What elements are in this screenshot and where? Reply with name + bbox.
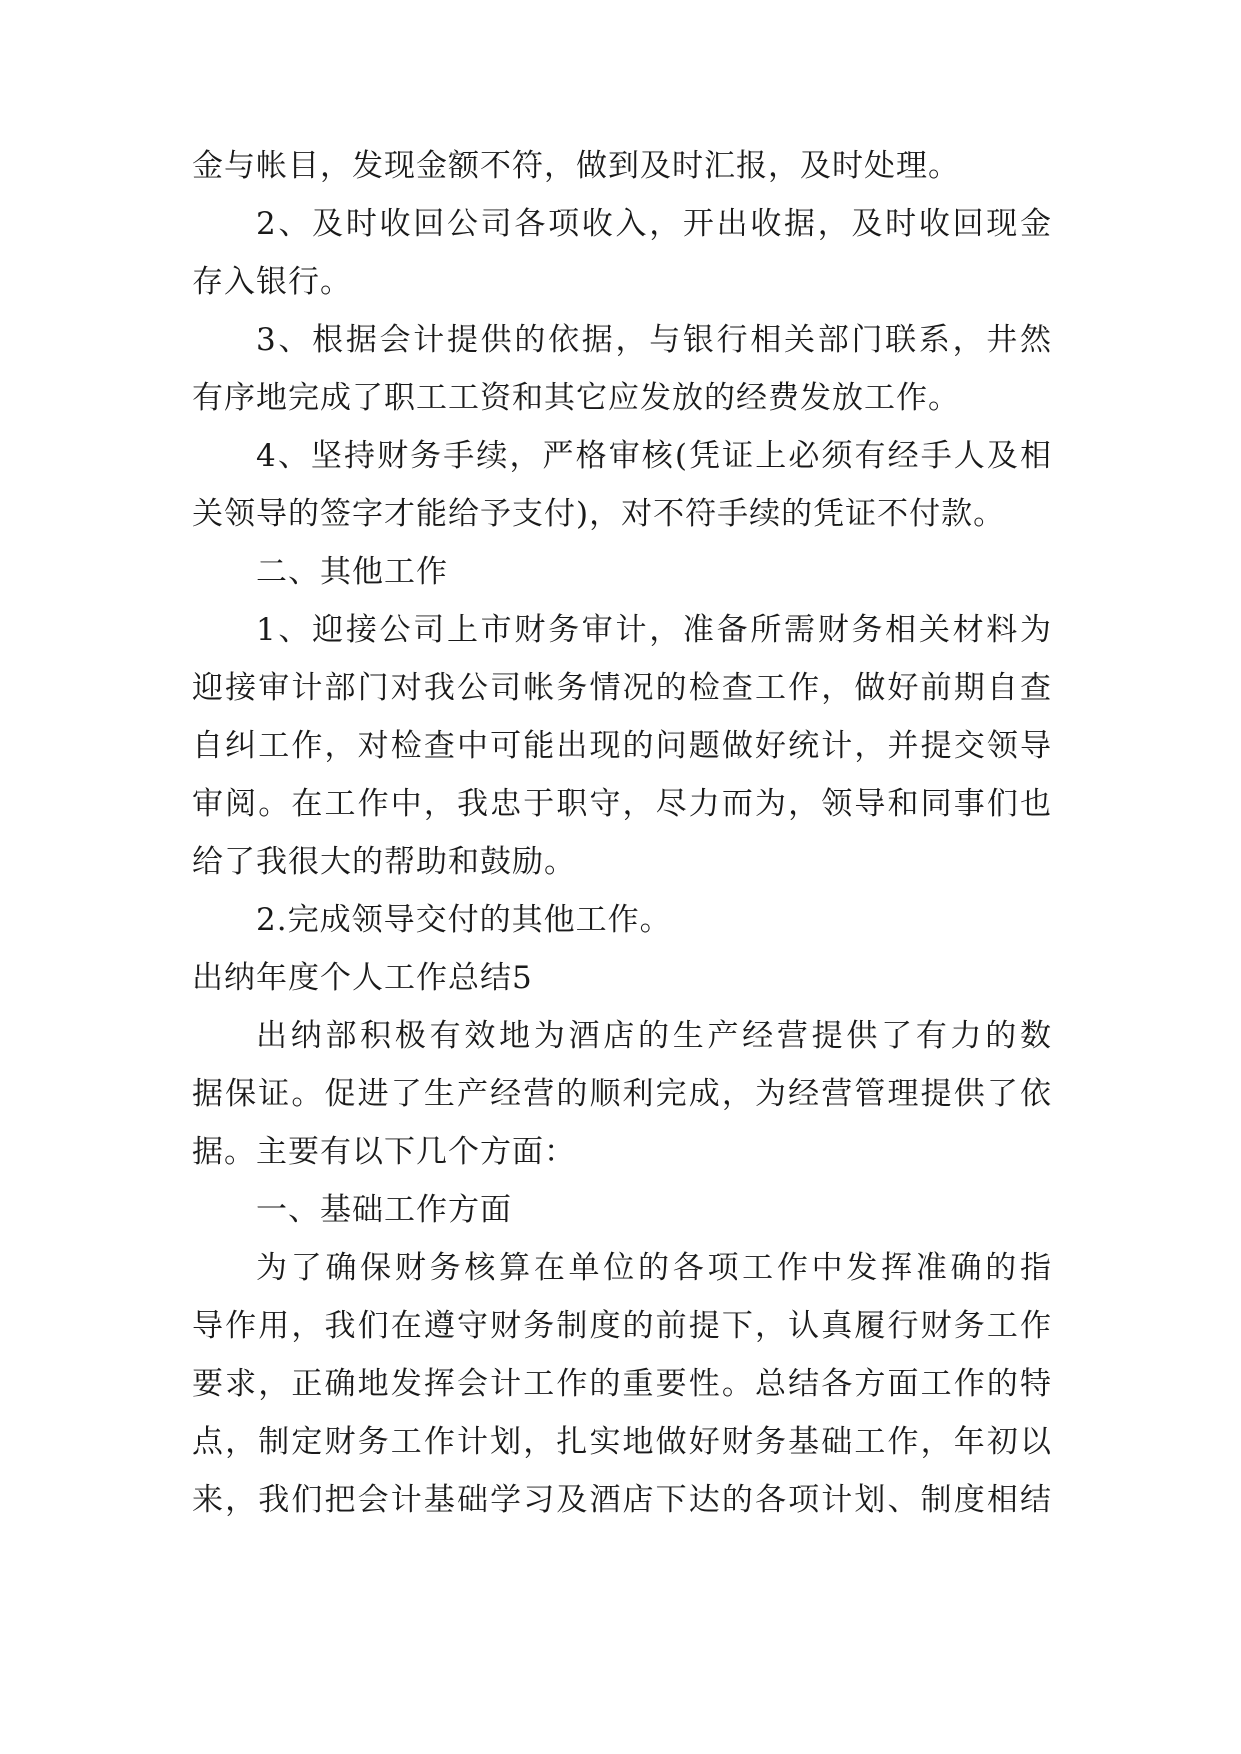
section-heading: 二、其他工作 xyxy=(256,554,448,590)
text-line: 存入银行。 xyxy=(192,264,352,300)
text-line: 为了确保财务核算在单位的各项工作中发挥准确的指 xyxy=(256,1250,1052,1286)
text-line: 据。主要有以下几个方面： xyxy=(192,1134,576,1170)
text-line: 要求，正确地发挥会计工作的重要性。总结各方面工作的特 xyxy=(192,1366,1052,1402)
text-line: 2.完成领导交付的其他工作。 xyxy=(256,902,672,938)
text-line: 出纳部积极有效地为酒店的生产经营提供了有力的数 xyxy=(256,1018,1052,1054)
text-line: 2、及时收回公司各项收入，开出收据，及时收回现金 xyxy=(256,206,1052,242)
text-line: 点，制定财务工作计划，扎实地做好财务基础工作，年初以 xyxy=(192,1424,1052,1460)
text-line: 关领导的签字才能给予支付)，对不符手续的凭证不付款。 xyxy=(192,496,1006,532)
document-heading: 出纳年度个人工作总结5 xyxy=(192,960,533,996)
section-heading: 一、基础工作方面 xyxy=(256,1192,512,1228)
text-line: 来，我们把会计基础学习及酒店下达的各项计划、制度相结 xyxy=(192,1482,1052,1518)
text-line: 有序地完成了职工工资和其它应发放的经费发放工作。 xyxy=(192,380,960,416)
text-line: 迎接审计部门对我公司帐务情况的检查工作，做好前期自查 xyxy=(192,670,1052,706)
text-line: 1、迎接公司上市财务审计，准备所需财务相关材料为 xyxy=(256,612,1052,648)
text-line: 据保证。促进了生产经营的顺利完成，为经营管理提供了依 xyxy=(192,1076,1052,1112)
text-line: 4、坚持财务手续，严格审核(凭证上必须有经手人及相 xyxy=(256,438,1052,474)
text-line: 导作用，我们在遵守财务制度的前提下，认真履行财务工作 xyxy=(192,1308,1052,1344)
text-line: 3、根据会计提供的依据，与银行相关部门联系，井然 xyxy=(256,322,1052,358)
text-line: 给了我很大的帮助和鼓励。 xyxy=(192,844,576,880)
text-line: 金与帐目，发现金额不符，做到及时汇报，及时处理。 xyxy=(192,148,960,184)
text-line: 审阅。在工作中，我忠于职守，尽力而为，领导和同事们也 xyxy=(192,786,1052,822)
text-line: 自纠工作，对检查中可能出现的问题做好统计，并提交领导 xyxy=(192,728,1052,764)
